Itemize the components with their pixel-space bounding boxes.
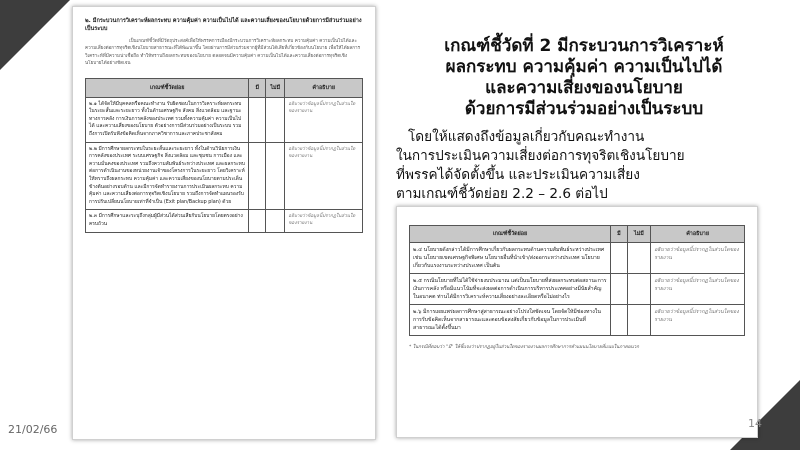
yes-cell — [249, 210, 266, 232]
title-line: ด้วยการมีส่วนร่วมอย่างเป็นระบบ — [464, 99, 704, 119]
title-line: ผลกระทบ ความคุ้มค่า ความเป็นไปได้ — [445, 57, 723, 77]
col-header-explanation: คำอธิบาย — [651, 226, 745, 243]
slide-subtitle — [396, 128, 770, 204]
col-header-indicator: เกณฑ์ชี้วัดย่อย — [86, 78, 249, 97]
yes-cell — [611, 274, 628, 305]
table-row — [410, 274, 745, 305]
row-note: อธิบายว่าข้อมูลนี้ปรากฏในส่วนใดของรายงาน — [285, 97, 363, 142]
right-document-scan — [396, 206, 758, 438]
row-description: ๒.๕ กรณีนโยบายที่ไม่ได้ใช้จ่ายงบประมาณ แต่เป็นนโยบายที่ส่งผลกระทบต่อสถานะการเงินการคลัง หรือมีแนวโน้มที่จะส่งผลต่อการดำเนินการบริหารประเทศอย่างมีนัยสำคัญในอนาคต ท่านได้มีการวิเคราะห์ความเสี่ยงอย่างละเอียดหรือไม่อย่างไร — [410, 274, 611, 305]
slide-date: 21/02/66 — [8, 423, 58, 436]
table-row — [86, 210, 363, 232]
no-cell — [627, 274, 650, 305]
title-line: เกณฑ์ชี้วัดที่ 2 มีกระบวนการวิเคราะห์ — [444, 36, 724, 56]
row-description: ๒.๑ ได้จัดให้มีบุคคลหรือคณะทำงาน รับผิดชอบในการวิเคราะห์ผลกระทบ ในระยะสั้นและระยะยาว ทั้งในด้านเศรษฐกิจ สังคม สิ่งแวดล้อม และฐานะทางการคลัง การเงินการคลังของประเทศ รวมทั้งความคุ้มค่า ความเป็นไปได้ และความเสี่ยงของนโยบาย ตัวอย่างการมีส่วนร่วมอย่างเป็นระบบ รวมถึงการเปิดรับฟังข้อคิดเห็นจากภาควิชาการและภาคประชาสังคม — [86, 97, 249, 142]
left-doc-paragraph: เป็นเกณฑ์ชี้วัดที่มีวัตถุประสงค์เพื่อให้พรรคการเมืองมีกระบวนการวิเคราะห์ผลกระทบ ความคุ้มค่า ความเป็นไปได้และความเสี่ยงต่อการทุจริตเชิงนโยบายสาธารณะที่ได้พัฒนาขึ้น โดยผ่านการมีส่วนร่วมจากผู้ที่มีส่วนได้เสียที่เกี่ยวข้องกับนโยบาย เพื่อให้ได้ผลการวิเคราะห์ที่มีความน่าเชื่อถือ ทำให้ทราบถึงผลกระทบของนโยบาย ตลอดจนมีความคุ้มค่า ความเป็นไปได้และความเสี่ยงต่อการทุจริตเชิงนโยบายได้อย่างชัดเจน — [85, 39, 361, 67]
no-cell — [266, 97, 285, 142]
table-row — [410, 305, 745, 336]
yes-cell — [611, 305, 628, 336]
left-document-scan — [72, 6, 376, 440]
table-row — [86, 142, 363, 210]
row-note: อธิบายว่าข้อมูลนี้ปรากฏในส่วนใดของรายงาน — [651, 305, 745, 336]
no-cell — [266, 210, 285, 232]
row-note: อธิบายว่าข้อมูลนี้ปรากฏในส่วนใดของรายงาน — [651, 274, 745, 305]
col-header-indicator: เกณฑ์ชี้วัดย่อย — [410, 226, 611, 243]
col-header-no: ไม่มี — [627, 226, 650, 243]
yes-cell — [249, 97, 266, 142]
row-note: อธิบายว่าข้อมูลนี้ปรากฏในส่วนใดของรายงาน — [285, 210, 363, 232]
subtitle-line: ตามเกณฑ์ชี้วัดย่อย 2.2 – 2.6 ต่อไป — [396, 186, 608, 202]
title-line: และความเสี่ยงของนโยบาย — [485, 78, 683, 98]
row-description: ๒.๒ มีการศึกษาผลกระทบในระยะสั้นและระยะยาว ทั้งในด้านวินัยการเงินการคลังของประเทศ ระบบเศรษฐกิจ สิ่งแวดล้อม และชุมชน การเมือง และความมั่นคงของประเทศ รวมถึงความสัมพันธ์ระหว่างประเทศ และผลกระทบต่อการดำเนินงานของหน่วยงานเจ้าของโครงการในระยะยาว โดยวิเคราะห์ให้ทราบถึงผลกระทบ ความคุ้มค่า และความเสี่ยงของนโยบายตามประเด็นข้างต้นอย่างรอบด้าน และมีการจัดทำรายงานการประเมินผลกระทบ ความคุ้มค่า และความเสี่ยงต่อการทุจริตเชิงนโยบาย รวมถึงการจัดทำแผนรองรับการปรับเปลี่ยนนโยบายเท่าที่จำเป็น (Exit plan/Backup plan) ด้วย — [86, 142, 249, 210]
subtitle-line: ที่พรรคได้จัดตั้งขึ้น และประเมินความเสี่ยง — [396, 167, 640, 183]
yes-cell — [611, 243, 628, 274]
corner-decoration-top-left — [0, 0, 70, 70]
left-indicator-table — [85, 78, 363, 233]
col-header-yes: มี — [249, 78, 266, 97]
row-description: ๒.๖ มีการเผยแพร่ผลการศึกษาสู่สาธารณะอย่างโปร่งใสชัดเจน โดยจัดให้มีช่องทางในการรับข้อคิดเห็นจากสาธารณะและตอบข้อสงสัยเกี่ยวกับข้อมูลในการประเมินที่สาธารณะได้ตั้งขึ้นมา — [410, 305, 611, 336]
col-header-explanation: คำอธิบาย — [285, 78, 363, 97]
col-header-no: ไม่มี — [266, 78, 285, 97]
table-row — [86, 97, 363, 142]
row-description: ๒.๓ มีการศึกษาและระบุถึงกลุ่มผู้มีส่วนได้ส่วนเสียกับนโยบายโดยตรงอย่างครบถ้วน — [86, 210, 249, 232]
table-row — [410, 243, 745, 274]
slide-title — [394, 36, 774, 120]
no-cell — [627, 243, 650, 274]
slide-page-number: 14 — [748, 417, 762, 430]
subtitle-line: ในการประเมินความเสี่ยงต่อการทุจริตเชิงนโยบาย — [396, 148, 685, 164]
yes-cell — [249, 142, 266, 210]
right-doc-footnote: * ในกรณีที่ตอบว่า "มี" ให้ชี้แจงว่าปรากฏอยู่ในส่วนใดของรายงานผลการศึกษาการทำแผนนโยบายที่แนบในภาคผนวก — [409, 345, 640, 350]
row-note: อธิบายว่าข้อมูลนี้ปรากฏในส่วนใดของรายงาน — [651, 243, 745, 274]
row-note: อธิบายว่าข้อมูลนี้ปรากฏในส่วนใดของรายงาน — [285, 142, 363, 210]
row-description: ๒.๔ นโยบายดังกล่าวได้มีการศึกษาเกี่ยวกับผลกระทบด้านความสัมพันธ์ระหว่างประเทศ เช่น นโยบายเขตเศรษฐกิจพิเศษ นโยบายอื่นที่นำเข้า/ส่งออกระหว่างประเทศ นโยบายเกี่ยวกับแรงงานระหว่างประเทศ เป็นต้น — [410, 243, 611, 274]
col-header-yes: มี — [611, 226, 628, 243]
subtitle-line: โดยให้แสดงถึงข้อมูลเกี่ยวกับคณะทำงาน — [408, 129, 645, 145]
left-doc-heading: ๒. มีกระบวนการวิเคราะห์ผลกระทบ ความคุ้มค่า ความเป็นไปได้ และความเสี่ยงของนโยบายด้วยการมีส่วนร่วมอย่างเป็นระบบ — [85, 18, 362, 32]
no-cell — [627, 305, 650, 336]
no-cell — [266, 142, 285, 210]
right-indicator-table — [409, 225, 745, 336]
